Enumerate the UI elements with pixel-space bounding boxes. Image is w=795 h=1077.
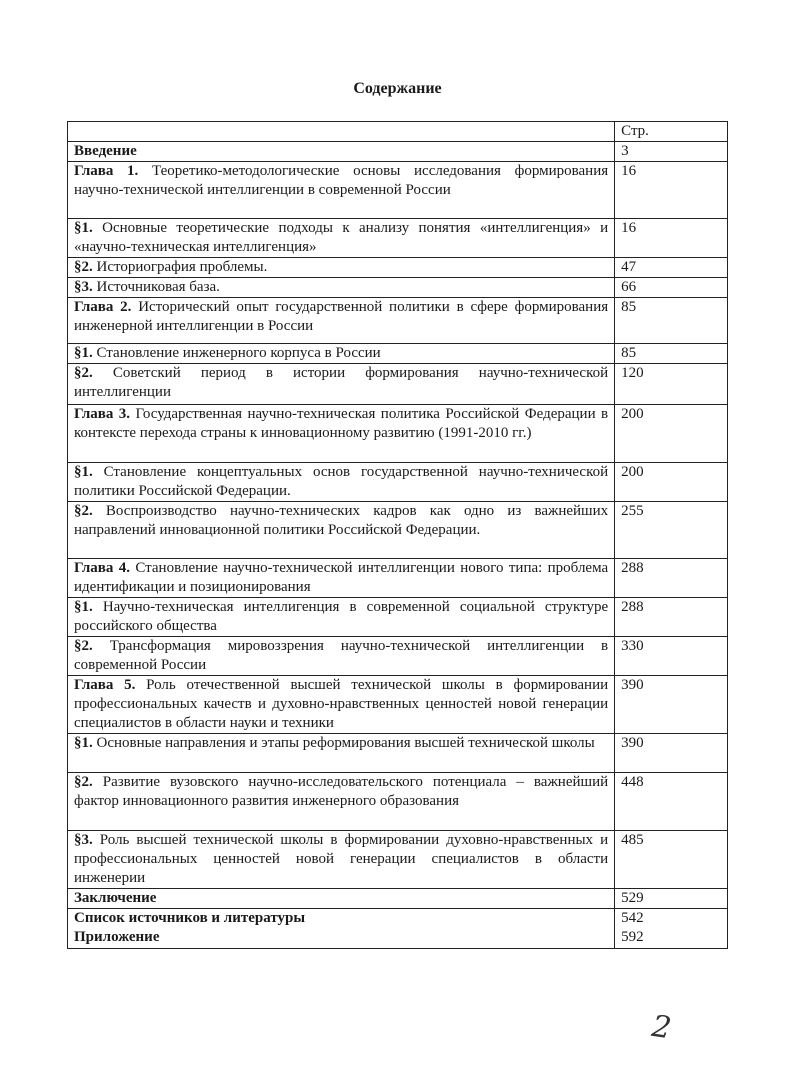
table-row	[68, 463, 728, 502]
entry-page-number: 288	[615, 559, 728, 598]
entry-title-cell	[68, 831, 615, 889]
entry-prefix: Глава 5.	[74, 677, 136, 693]
entry-title-cell	[68, 928, 615, 948]
entry-title-cell	[68, 909, 615, 929]
entry-text: Источниковая база.	[92, 279, 220, 295]
entry-text: Исторический опыт государственной политики в сфере формирования инженерной интеллигенции в России	[74, 299, 609, 334]
table-row	[68, 598, 728, 637]
entry-text: Становление концептуальных основ государственной научно-технической политики Российской Федерации.	[74, 464, 609, 499]
entry-prefix: Приложение	[74, 929, 160, 945]
entry-prefix: Список источников и литературы	[74, 910, 306, 926]
entry-page-number: 288	[615, 598, 728, 637]
table-row	[68, 676, 728, 734]
entry-prefix: Заключение	[74, 890, 157, 906]
entry-page-number: 120	[615, 364, 728, 405]
header-blank-cell	[68, 122, 615, 142]
entry-prefix: §3.	[74, 279, 93, 295]
entry-title-cell	[68, 405, 615, 463]
table-row	[68, 298, 728, 344]
entry-prefix: Введение	[74, 143, 137, 159]
entry-prefix: §2.	[74, 774, 93, 790]
entry-title-cell	[68, 364, 615, 405]
table-row	[68, 909, 728, 929]
entry-page-number: 529	[615, 889, 728, 909]
entry-page-number: 16	[615, 219, 728, 258]
entry-title-cell	[68, 344, 615, 364]
entry-title-cell	[68, 162, 615, 219]
entry-title-cell	[68, 463, 615, 502]
entry-text: Государственная научно-техническая политика Российской Федерации в контексте перехода страны к инновационному развитию (1991-2010 гг.)	[74, 406, 609, 441]
entry-title-cell	[68, 559, 615, 598]
table-row	[68, 559, 728, 598]
entry-page-number: 3	[615, 142, 728, 162]
entry-title-cell	[68, 502, 615, 559]
entry-text: Историография проблемы.	[92, 259, 268, 275]
entry-text: Теоретико-методологические основы исследования формирования научно-технической интеллигенции в современной России	[74, 163, 609, 198]
entry-prefix: §2.	[74, 638, 93, 654]
entry-text: Воспроизводство научно-технических кадров как одно из важнейших направлений инновационной политики Российской Федерации.	[74, 503, 609, 538]
entry-page-number: 542	[615, 909, 728, 929]
table-row	[68, 162, 728, 219]
entry-text: Научно-техническая интеллигенция в современной социальной структуре российского общества	[74, 599, 609, 634]
entry-prefix: §2.	[74, 503, 93, 519]
entry-title-cell	[68, 142, 615, 162]
table-row	[68, 637, 728, 676]
entry-prefix: §3.	[74, 832, 93, 848]
entry-title-cell	[68, 676, 615, 734]
entry-page-number: 66	[615, 278, 728, 298]
table-row	[68, 142, 728, 162]
page-title: Содержание	[353, 80, 442, 97]
entry-text: Становление научно-технической интеллигенции нового типа: проблема идентификации и позиционирования	[74, 560, 609, 595]
table-row	[68, 258, 728, 278]
table-row	[68, 773, 728, 831]
entry-page-number: 200	[615, 405, 728, 463]
entry-title-cell	[68, 734, 615, 773]
entry-title-cell	[68, 219, 615, 258]
entry-prefix: Глава 4.	[74, 560, 130, 576]
table-row	[68, 889, 728, 909]
entry-prefix: Глава 2.	[74, 299, 132, 315]
entry-prefix: §1.	[74, 464, 93, 480]
entry-page-number: 448	[615, 773, 728, 831]
table-header-row	[68, 122, 728, 142]
entry-prefix: §1.	[74, 735, 93, 751]
entry-prefix: §1.	[74, 220, 93, 236]
entry-page-number: 200	[615, 463, 728, 502]
entry-page-number: 85	[615, 344, 728, 364]
entry-title-cell	[68, 637, 615, 676]
entry-text: Основные направления и этапы реформирования высшей технической школы	[92, 735, 595, 751]
entry-text: Развитие вузовского научно-исследовательского потенциала – важнейший фактор инновационного развития инженерного образования	[74, 774, 609, 809]
table-row	[68, 734, 728, 773]
entry-text: Роль отечественной высшей технической школы в формировании профессиональных качеств и духовно-нравственных ценностей новой генерации специалистов в области науки и техники	[74, 677, 609, 731]
entry-page-number: 390	[615, 676, 728, 734]
entry-prefix: §2.	[74, 259, 93, 275]
table-row	[68, 278, 728, 298]
entry-page-number: 485	[615, 831, 728, 889]
entry-page-number: 16	[615, 162, 728, 219]
entry-page-number: 255	[615, 502, 728, 559]
entry-page-number: 390	[615, 734, 728, 773]
table-row	[68, 502, 728, 559]
entry-title-cell	[68, 298, 615, 344]
entry-text: Советский период в истории формирования научно-технической интеллигенции	[74, 365, 609, 400]
table-row	[68, 344, 728, 364]
entry-page-number: 85	[615, 298, 728, 344]
entry-prefix: Глава 3.	[74, 406, 131, 422]
table-row	[68, 405, 728, 463]
entry-prefix: §1.	[74, 345, 93, 361]
entry-page-number: 330	[615, 637, 728, 676]
entry-page-number: 592	[615, 928, 728, 948]
entry-title-cell	[68, 278, 615, 298]
entry-title-cell	[68, 889, 615, 909]
entry-page-number: 47	[615, 258, 728, 278]
entry-title-cell	[68, 258, 615, 278]
entry-text: Основные теоретические подходы к анализу понятия «интеллигенция» и «научно-техническая интеллигенция»	[74, 220, 609, 255]
handwritten-page-number: 2	[649, 1008, 674, 1047]
entry-text: Роль высшей технической школы в формировании духовно-нравственных и профессиональных ценностей новой генерации специалистов в области инженерии	[74, 832, 609, 886]
table-row	[68, 831, 728, 889]
table-row	[68, 219, 728, 258]
entry-prefix: §2.	[74, 365, 93, 381]
entry-text: Становление инженерного корпуса в России	[92, 345, 381, 361]
entry-text: Трансформация мировоззрения научно-технической интеллигенции в современной России	[74, 638, 609, 673]
table-row	[68, 928, 728, 948]
table-row	[68, 364, 728, 405]
entry-title-cell	[68, 598, 615, 637]
entry-prefix: §1.	[74, 599, 93, 615]
page-column-header: Стр.	[615, 122, 728, 142]
contents-table	[67, 121, 728, 949]
entry-prefix: Глава 1.	[74, 163, 139, 179]
entry-title-cell	[68, 773, 615, 831]
